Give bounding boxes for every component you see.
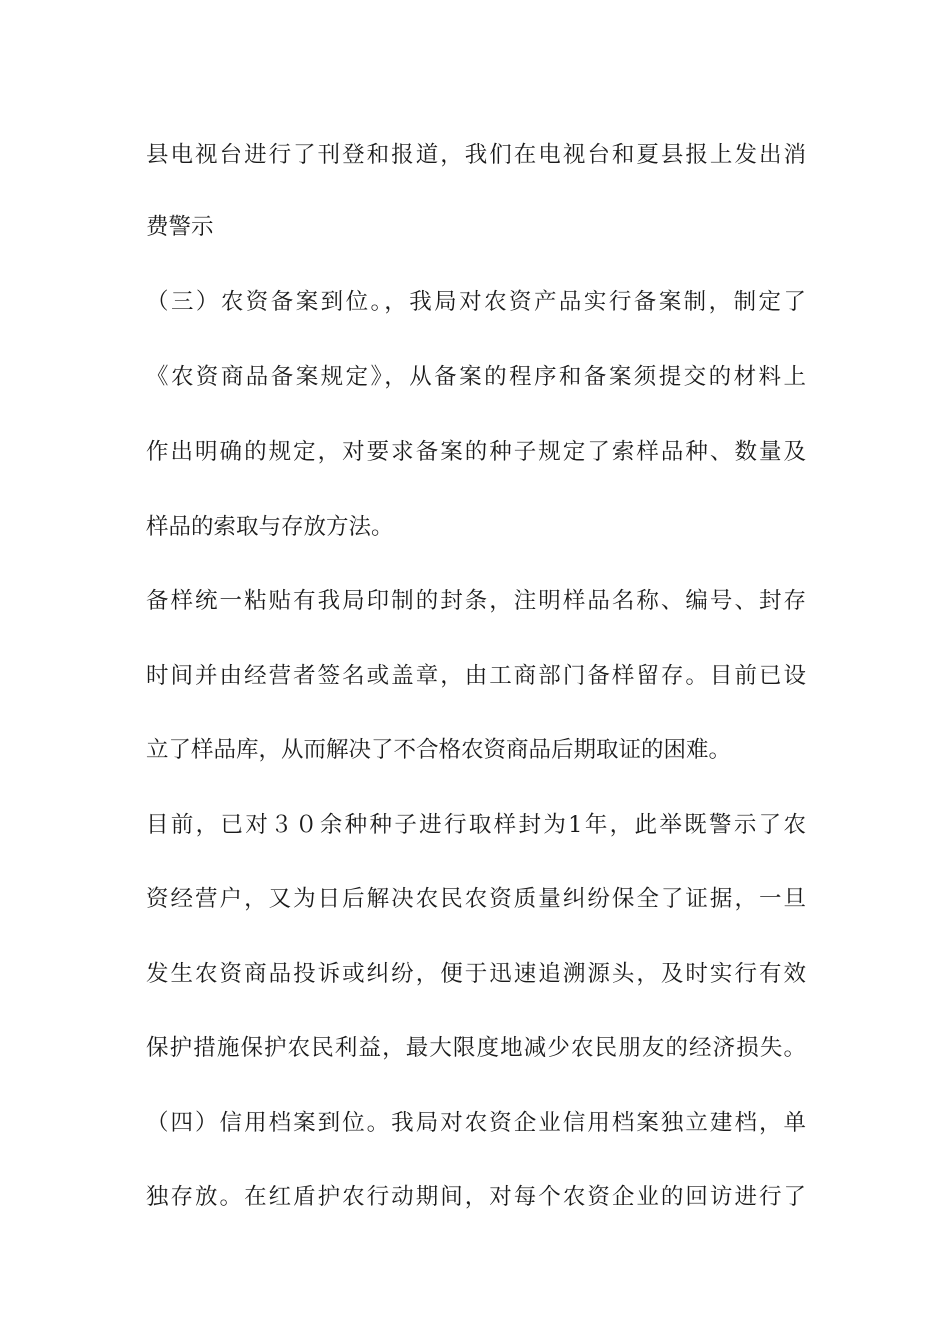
text-line: 立了样品库，从而解决了不合格农资商品后期取证的困难。 xyxy=(146,737,732,763)
text-line: 独存放。在红盾护农行动期间，对每个农资企业的回访进行了 xyxy=(146,1184,806,1210)
text-line: 发生农资商品投诉或纠纷，便于迅速追溯源头，及时实行有效 xyxy=(146,961,806,987)
text-line: 县电视台进行了刊登和报道，我们在电视台和夏县报上发出消 xyxy=(146,142,806,168)
text-line: 作出明确的规定，对要求备案的种子规定了索样品种、数量及 xyxy=(146,439,806,465)
text-line: 费警示 xyxy=(146,214,214,240)
text-line: 备样统一粘贴有我局印制的封条，注明样品名称、编号、封存 xyxy=(146,588,806,614)
text-line: （四）信用档案到位。我局对农资企业信用档案独立建档，单 xyxy=(146,1110,806,1136)
text-line: 资经营户，又为日后解决农民农资质量纠纷保全了证据，一旦 xyxy=(146,886,806,912)
text-line: 《农资商品备案规定》，从备案的程序和备案须提交的材料上 xyxy=(146,364,806,390)
text-line: （三）农资备案到位。，我局对农资产品实行备案制，制定了 xyxy=(146,289,806,315)
text-line: 样品的索取与存放方法。 xyxy=(146,514,394,540)
text-line: 保护措施保护农民利益，最大限度地减少农民朋友的经济损失。 xyxy=(146,1035,806,1061)
text-line: 目前，已对３０余种种子进行取样封为1年，此举既警示了农 xyxy=(146,812,806,838)
text-line: 时间并由经营者签名或盖章，由工商部门备样留存。目前已设 xyxy=(146,663,806,689)
